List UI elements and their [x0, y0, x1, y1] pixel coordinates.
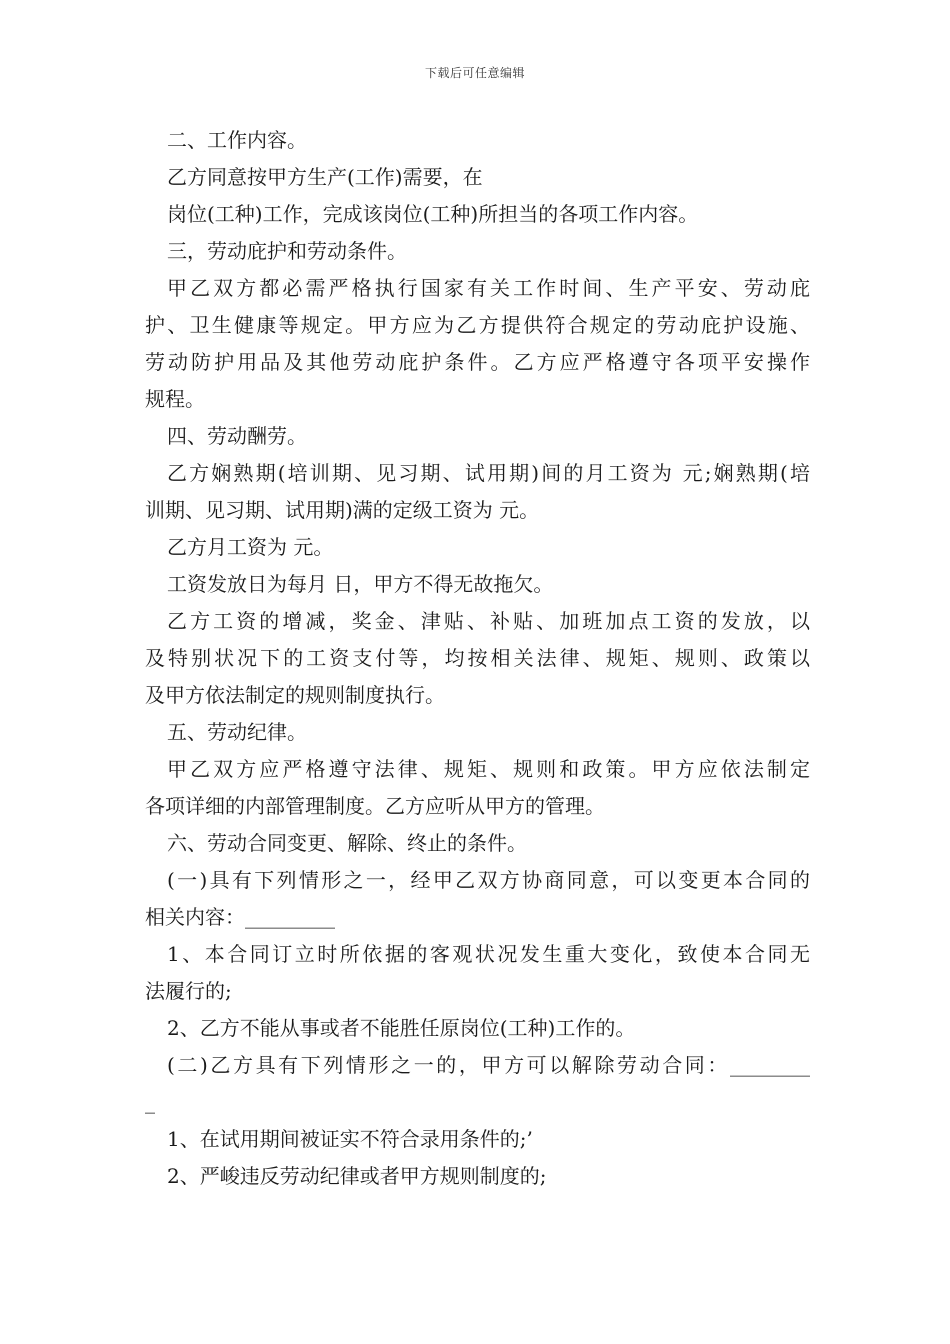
paragraph-line: 三，劳动庇护和劳动条件。 [167, 239, 407, 263]
paragraph-line: 2、乙方不能从事或者不能胜任原岗位(工种)工作的。 [167, 1016, 636, 1040]
paragraph-line: 岗位(工种)工作，完成该岗位(工种)所担当的各项工作内容。 [167, 202, 699, 226]
paragraph-line: 及特别状况下的工资支付等，均按相关法律、规矩、规则、政策以 [145, 646, 810, 670]
paragraph-line: 甲乙双方应严格遵守法律、规矩、规则和政策。甲方应依法制定 [167, 757, 810, 781]
page-header: 下载后可任意编辑 [424, 66, 525, 80]
paragraph-line: 2、严峻违反劳动纪律或者甲方规则制度的; [167, 1164, 547, 1188]
paragraph-line: _ [145, 1090, 155, 1114]
paragraph-line: 甲乙双方都必需严格执行国家有关工作时间、生产平安、劳动庇 [167, 276, 810, 300]
paragraph-line: 训期、见习期、试用期)满的定级工资为 元。 [145, 498, 540, 522]
paragraph-line: 法履行的; [145, 979, 232, 1003]
paragraph-line: 乙方工资的增减，奖金、津贴、补贴、加班加点工资的发放，以 [167, 609, 810, 633]
paragraph-line: (二)乙方具有下列情形之一的，甲方可以解除劳动合同：________ [167, 1053, 810, 1077]
paragraph-line: (一)具有下列情形之一，经甲乙双方协商同意，可以变更本合同的 [167, 868, 810, 892]
document-body [145, 122, 810, 1195]
paragraph-line: 护、卫生健康等规定。甲方应为乙方提供符合规定的劳动庇护设施、 [145, 313, 810, 337]
paragraph-line: 乙方同意按甲方生产(工作)需要，在 [167, 165, 483, 189]
paragraph-line: 乙方娴熟期(培训期、见习期、试用期)间的月工资为 元;娴熟期(培 [167, 461, 810, 485]
paragraph-line: 相关内容：_________ [145, 905, 335, 929]
paragraph-line: 规程。 [145, 387, 205, 411]
paragraph-line: 劳动防护用品及其他劳动庇护条件。乙方应严格遵守各项平安操作 [145, 350, 810, 374]
paragraph-line: 二、工作内容。 [167, 128, 307, 152]
paragraph-line: 各项详细的内部管理制度。乙方应听从甲方的管理。 [145, 794, 605, 818]
paragraph-line: 六、劳动合同变更、解除、终止的条件。 [167, 831, 527, 855]
paragraph-line: 1、本合同订立时所依据的客观状况发生重大变化，致使本合同无 [167, 942, 810, 966]
paragraph-line: 四、劳动酬劳。 [167, 424, 307, 448]
paragraph-line: 乙方月工资为 元。 [167, 535, 334, 559]
paragraph-line: 工资发放日为每月 日，甲方不得无故拖欠。 [167, 572, 554, 596]
paragraph-line: 1、在试用期间被证实不符合录用条件的;’ [167, 1127, 533, 1151]
paragraph-line: 及甲方依法制定的规则制度执行。 [145, 683, 445, 707]
paragraph-line: 五、劳动纪律。 [167, 720, 307, 744]
